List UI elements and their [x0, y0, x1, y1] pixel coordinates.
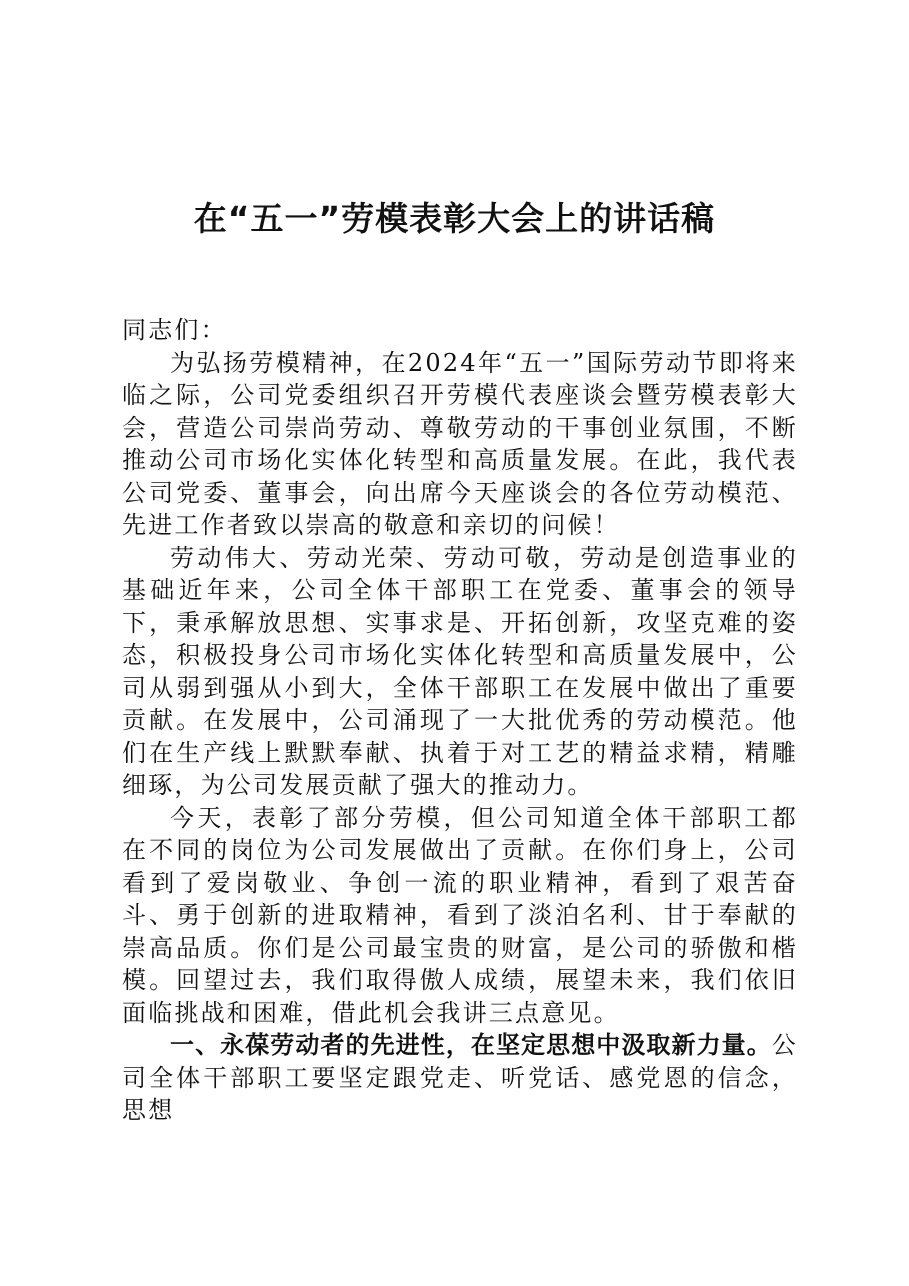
paragraph-1: 为弘扬劳模精神，在2024年“五一”国际劳动节即将来临之际，公司党委组织召开劳模代表座谈会暨劳模表彰大会，营造公司崇尚劳动、尊敬劳动的干事创业氛围，不断推动公司市场化实体化转型和高质量发展。在此，我代表公司党委、董事会，向出席今天座谈会的各位劳动模范、先进工作者致以崇高的敬意和亲切的问候！	[122, 348, 798, 539]
paragraph-3: 今天，表彰了部分劳模，但公司知道全体干部职工都在不同的岗位为公司发展做出了贡献。在你们身上，公司看到了爱岗敬业、争创一流的职业精神，看到了艰苦奋斗、勇于创新的进取精神，看到了淡泊名利、甘于奉献的崇高品质。你们是公司最宝贵的财富，是公司的骄傲和楷模。回望过去，我们取得傲人成绩，展望未来，我们依旧面临挑战和困难，借此机会我讲三点意见。	[122, 803, 798, 1027]
section-one-paragraph	[122, 1029, 798, 1127]
paragraph-2: 劳动伟大、劳动光荣、劳动可敬，劳动是创造事业的基础近年来，公司全体干部职工在党委、董事会的领导下，秉承解放思想、实事求是、开拓创新，攻坚克难的姿态，积极投身公司市场化实体化转型和高质量发展中，公司从弱到强从小到大，全体干部职工在发展中做出了重要贡献。在发展中，公司涌现了一大批优秀的劳动模范。他们在生产线上默默奉献、执着于对工艺的精益求精，精雕细琢，为公司发展贡献了强大的推动力。	[122, 543, 798, 799]
document-body	[122, 314, 798, 1127]
section-one-text: 公司全体干部职工要坚定跟党走、听党话、感党恩的信念，思想	[122, 1031, 798, 1124]
salutation: 同志们：	[122, 316, 227, 344]
section-one-heading: 一、永葆劳动者的先进性，在坚定思想中汲取新力量。	[170, 1031, 772, 1059]
document-title: 在“五一”劳模表彰大会上的讲话稿	[193, 199, 716, 238]
